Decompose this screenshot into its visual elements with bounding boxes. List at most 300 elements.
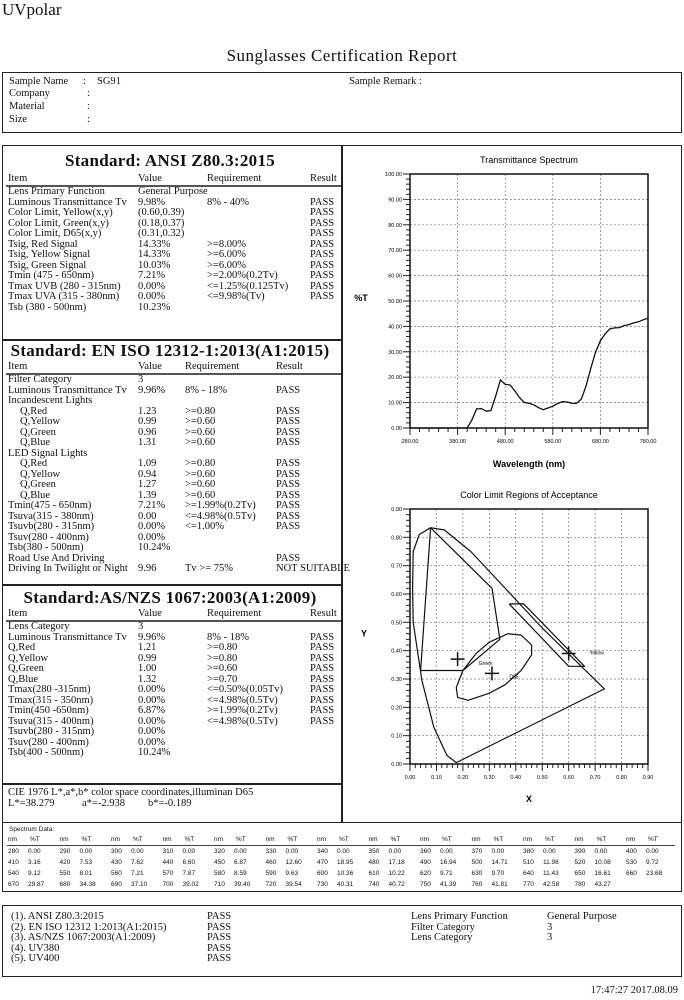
t-cell: 9.71	[440, 870, 453, 877]
row-requirement: >=0.80	[207, 652, 238, 664]
x-axis-label: Wavelength (nm)	[492, 459, 566, 469]
row-result: PASS	[310, 280, 335, 292]
row-result: PASS	[310, 228, 335, 239]
row-requirement: 8% - 18%	[185, 384, 227, 396]
nm-header: nm	[59, 836, 69, 843]
row-value: 6.87%	[138, 705, 166, 716]
row-value: 1.23	[138, 405, 157, 417]
nm-cell: 360	[420, 848, 431, 855]
row-result: PASS	[310, 631, 335, 643]
row-requirement: >=6.00%	[207, 249, 246, 260]
row-result: PASS	[276, 489, 301, 501]
t-cell: 0.00	[79, 848, 93, 855]
row-item: Tsuva(315 - 380nm)	[8, 510, 94, 522]
row-result: NOT SUITABLE	[276, 563, 350, 574]
row-value: 1.09	[138, 458, 157, 469]
t-cell: 0.00	[440, 848, 453, 855]
table-rule	[7, 845, 675, 846]
y-tick-label: 0.00	[391, 426, 402, 432]
y-tick-label: 90.00	[388, 197, 402, 204]
nm-header: nm	[162, 836, 172, 843]
t-cell: 40.72	[388, 881, 405, 888]
row-requirement: <=1.25%(0.125Tv)	[207, 280, 289, 292]
spectrum-data-point	[448, 428, 449, 429]
column-header-item: Item	[8, 608, 28, 619]
nm-cell: 710	[214, 881, 225, 888]
spectrum-data-point	[452, 428, 453, 429]
spectrum-data-point	[543, 409, 544, 410]
row-item: Tmax(280 -315nm)	[8, 684, 91, 695]
column-header-item: Item	[8, 173, 28, 184]
spectrum-data-point	[633, 322, 634, 323]
y-tick-label: 80.00	[388, 222, 402, 229]
y-tick-label: 40.00	[388, 324, 402, 331]
spectrum-data-point	[567, 402, 568, 403]
row-requirement: <=4.98%(0.5Tv)	[185, 510, 256, 522]
row-item: Tsig, Green Signal	[8, 259, 87, 271]
nm-header: nm	[111, 836, 121, 843]
spectrum-data-point	[609, 328, 610, 329]
x-tick-label: 680.00	[591, 439, 609, 445]
row-result: PASS	[310, 684, 335, 695]
row-value: 3	[138, 621, 144, 632]
nm-cell: 740	[368, 881, 380, 888]
nm-header: nm	[574, 836, 584, 843]
row-item: Lens Primary Function	[8, 186, 105, 197]
spectrum-data-point	[529, 403, 530, 404]
row-requirement: >=0.60	[185, 468, 216, 480]
row-result: PASS	[276, 458, 301, 469]
nm-cell: 480	[368, 859, 380, 866]
nm-cell: 350	[368, 848, 380, 855]
t-cell: 11.98	[543, 859, 559, 866]
row-value: 9.96%	[138, 384, 166, 396]
row-requirement: >=0.70	[207, 673, 238, 685]
row-value: 7.21%	[138, 500, 166, 511]
y-tick-label: 0.80	[391, 535, 402, 542]
spectrum-data-point	[533, 404, 534, 405]
row-item: Tmin(450 -650nm)	[8, 705, 89, 716]
summary-result: PASS	[207, 921, 232, 933]
spectrum-data-point	[414, 428, 415, 429]
row-result: PASS	[310, 705, 335, 716]
nm-cell: 290	[59, 848, 71, 855]
spectrum-data-point	[619, 327, 620, 328]
t-cell: 11.43	[543, 870, 559, 877]
row-requirement: >=1.99%(0.2Tv)	[185, 500, 256, 511]
nm-cell: 640	[523, 870, 534, 877]
spectrum-data-point	[562, 401, 563, 402]
row-result: PASS	[276, 384, 301, 396]
nm-cell: 380	[523, 848, 534, 855]
row-item: Q,Red	[20, 405, 48, 417]
row-item: Tsuvb(280 - 315nm)	[8, 726, 95, 737]
nm-header: nm	[317, 836, 327, 843]
y-tick-label: 0.30	[391, 677, 402, 683]
spectrum-data-point	[552, 406, 553, 407]
spectrum-data-point	[586, 385, 587, 386]
nm-cell: 490	[420, 859, 431, 866]
nm-cell: 690	[111, 881, 122, 888]
nm-cell: 670	[8, 881, 19, 888]
row-requirement: >=0.60	[185, 426, 216, 438]
t-cell: 0.00	[182, 848, 196, 855]
row-item: Tmax(315 - 350nm)	[8, 694, 94, 706]
t-header: %T	[648, 836, 658, 843]
t-cell: 16.61	[594, 870, 611, 877]
section-divider	[2, 783, 342, 785]
row-value: 0.00%	[138, 726, 166, 737]
chart-title: Color Limit Regions of Acceptance	[460, 490, 598, 500]
nm-cell: 510	[523, 859, 534, 866]
row-result: PASS	[276, 416, 301, 427]
row-item: Tsuv(280 - 400nm)	[8, 736, 89, 748]
row-item: Driving In Twilight or Night	[8, 563, 128, 574]
spectrum-data-point	[462, 428, 463, 429]
row-result: PASS	[310, 217, 335, 229]
sample-name-value: SG91	[97, 76, 121, 87]
spectrum-data-point	[624, 325, 625, 326]
cie-b-value: b*=-0.189	[148, 798, 192, 809]
nm-header: nm	[420, 836, 430, 843]
colon: :	[83, 76, 86, 87]
row-value: 1.31	[138, 437, 157, 448]
row-requirement: >=8.00%	[207, 238, 246, 250]
row-result: PASS	[276, 500, 301, 511]
row-result: PASS	[310, 259, 335, 271]
row-value: 0.99	[138, 416, 157, 427]
row-item: LED Signal Lights	[8, 447, 88, 459]
row-requirement: >=0.60	[207, 663, 238, 674]
row-result: PASS	[310, 652, 335, 664]
spectrum-data-point	[490, 410, 491, 411]
row-value: 0.00	[138, 510, 157, 522]
t-header: %T	[81, 836, 92, 843]
x-tick-label: 0.70	[589, 775, 601, 781]
row-result: PASS	[310, 694, 335, 706]
row-value: 1.21	[138, 642, 157, 653]
spectrum-data-point	[486, 411, 487, 412]
summary-prop-label: Lens Primary Function	[411, 911, 508, 922]
row-value: 0.00%	[138, 694, 166, 706]
brand-logo: UVpolar	[2, 0, 62, 19]
standard-title: Standard:AS/NZS 1067:2003(A1:2009)	[23, 588, 317, 607]
t-cell: 0.00	[646, 848, 659, 855]
cie-l-value: L*=38.279	[8, 798, 55, 809]
y-tick-label: 0.50	[391, 620, 402, 627]
column-header-requirement: Requirement	[207, 608, 262, 619]
spectrum-data-point	[467, 428, 468, 429]
y-tick-label: 30.00	[388, 349, 402, 356]
t-cell: 10.08	[594, 859, 611, 866]
row-requirement: <=1.00%	[185, 521, 224, 532]
row-item: Q,Yellow	[20, 416, 61, 427]
x-tick-label: 0.60	[563, 775, 575, 781]
row-result: PASS	[310, 673, 335, 685]
t-header: %T	[390, 836, 401, 843]
column-header-requirement: Requirement	[207, 173, 262, 184]
row-value: (0.60,0.39)	[138, 207, 185, 218]
y-axis-label: %T	[354, 293, 368, 303]
row-requirement: Tv >= 75%	[185, 563, 234, 574]
y-tick-label: 20.00	[388, 375, 402, 382]
row-requirement: >=2.00%(0.2Tv)	[207, 270, 278, 281]
spectrum-data-point	[505, 384, 506, 385]
t-cell: 0.00	[543, 848, 556, 855]
t-cell: 0.00	[594, 848, 608, 855]
row-result: PASS	[310, 270, 335, 281]
column-header-value: Value	[138, 361, 162, 372]
row-result: PASS	[276, 468, 301, 480]
row-item: Incandescent Lights	[8, 395, 93, 406]
summary-prop-value: 3	[547, 921, 553, 933]
column-header-result: Result	[310, 608, 337, 619]
transmittance-spectrum-chart	[342, 145, 682, 480]
nm-cell: 520	[574, 859, 586, 866]
y-tick-label: 0.10	[391, 733, 402, 740]
row-item: Color Limit, Green(x,y)	[8, 217, 109, 229]
nm-cell: 280	[8, 848, 19, 855]
nm-cell: 320	[214, 848, 225, 855]
sample-remark-label: Sample Remark :	[349, 76, 422, 87]
row-result: PASS	[276, 426, 301, 438]
row-item: Tsb(400 - 500nm)	[8, 747, 84, 758]
nm-cell: 560	[111, 870, 122, 877]
row-requirement: >=0.80	[185, 458, 216, 469]
row-value: 14.33%	[138, 249, 171, 260]
row-item: Luminous Transmittance Tv	[8, 631, 127, 643]
summary-standard: (1). ANSI Z80.3:2015	[11, 911, 104, 922]
row-result: PASS	[310, 207, 335, 218]
row-value: 0.00%	[138, 715, 166, 727]
row-value: 0.94	[138, 468, 157, 480]
spectrum-data-point	[595, 352, 596, 353]
material-label: Material	[9, 101, 45, 112]
plot-frame	[410, 509, 648, 764]
row-result: PASS	[310, 715, 335, 727]
t-cell: 40.31	[337, 881, 354, 888]
t-header: %T	[596, 836, 607, 843]
nm-cell: 300	[111, 848, 122, 855]
summary-prop-value: General Purpose	[547, 911, 617, 922]
row-item: Tsig, Yellow Signal	[8, 249, 91, 260]
nm-cell: 580	[214, 870, 225, 877]
spectrum-series-line	[410, 318, 648, 428]
row-result: PASS	[276, 510, 301, 522]
color-limit-chart	[342, 480, 682, 822]
nm-cell: 660	[626, 870, 637, 877]
spectrum-data-point	[419, 428, 420, 429]
summary-standard: (2). EN ISO 12312 1:2013(A1:2015)	[11, 921, 167, 933]
row-requirement: >=0.80	[207, 642, 238, 653]
row-value: 10.23%	[138, 301, 171, 313]
section-divider	[2, 584, 342, 586]
nm-cell: 550	[59, 870, 71, 877]
t-cell: 34.38	[79, 881, 96, 888]
x-tick-label: 0.80	[616, 775, 627, 781]
spectral-locus	[413, 528, 605, 763]
summary-prop-value: 3	[547, 932, 553, 943]
nm-cell: 430	[111, 859, 122, 866]
row-item: Q,Blue	[20, 437, 51, 448]
row-result: PASS	[276, 552, 301, 564]
row-requirement: 8% - 18%	[207, 631, 249, 643]
nm-header: nm	[368, 836, 378, 843]
row-item: Tsig, Red Signal	[8, 238, 78, 250]
t-cell: 37.10	[131, 881, 148, 888]
row-value: 7.21%	[138, 270, 166, 281]
sample-name-label: Sample Name	[9, 76, 69, 87]
t-cell: 0.00	[337, 848, 350, 855]
spectrum-data-point	[519, 397, 520, 398]
x-tick-label: 0.90	[642, 775, 654, 781]
t-header: %T	[133, 836, 143, 843]
row-item: Q,Yellow	[8, 652, 49, 664]
spectrum-data-point	[581, 398, 582, 399]
row-value: 14.33%	[138, 238, 171, 250]
row-item: Q,Green	[20, 426, 56, 438]
column-header-value: Value	[138, 173, 162, 184]
row-result: PASS	[276, 437, 301, 448]
t-cell: 12.60	[285, 859, 302, 866]
row-value: (0.18,0.37)	[138, 217, 185, 229]
spectrum-data-point	[500, 379, 501, 380]
nm-header: nm	[8, 836, 18, 843]
row-item: Tmax UVA (315 - 380nm)	[8, 291, 120, 302]
t-header: %T	[287, 836, 298, 843]
row-value: (0.31,0.32)	[138, 228, 185, 239]
row-item: Q,Red	[8, 642, 36, 653]
marker-label: Green	[478, 661, 493, 668]
summary-result: PASS	[207, 942, 232, 954]
cie-description: CIE 1976 L*,a*,b* color space coordinates,illuminan D65	[8, 787, 254, 798]
row-requirement: >=0.60	[185, 437, 216, 448]
nm-cell: 400	[626, 848, 637, 855]
nm-cell: 570	[162, 870, 174, 877]
nm-cell: 420	[59, 859, 71, 866]
t-cell: 10.36	[337, 870, 354, 877]
spectrum-data-point	[433, 428, 434, 429]
t-cell: 7.62	[131, 859, 144, 866]
row-item: Tsb (380 - 500nm)	[8, 301, 87, 313]
row-result: PASS	[310, 642, 335, 653]
nm-header: nm	[471, 836, 481, 843]
t-cell: 41.39	[440, 881, 457, 888]
row-item: Color Limit, D65(x,y)	[8, 228, 102, 239]
spectrum-data-point	[424, 428, 425, 429]
t-cell: 39.54	[285, 881, 302, 888]
t-header: %T	[30, 836, 40, 843]
summary-result: PASS	[207, 953, 232, 964]
y-tick-label: 0.70	[391, 563, 402, 570]
nm-cell: 330	[265, 848, 277, 855]
t-cell: 8.59	[234, 870, 247, 877]
row-result: PASS	[276, 521, 301, 532]
spectrum-data-point	[471, 419, 472, 420]
t-cell: 9.70	[491, 870, 505, 877]
x-tick-label: 780.00	[639, 439, 657, 445]
row-requirement: >=6.00%	[207, 259, 246, 271]
green-region	[421, 528, 500, 671]
y-tick-label: 60.00	[388, 273, 402, 280]
x-tick-label: 0.30	[483, 775, 495, 781]
row-item: Tsuva(315 - 400nm)	[8, 715, 94, 727]
t-cell: 0.00	[388, 848, 402, 855]
row-value: 1.39	[138, 489, 157, 501]
y-tick-label: 100.00	[385, 172, 402, 178]
spectrum-data-point	[514, 390, 515, 391]
t-cell: 0.00	[28, 848, 41, 855]
x-tick-label: 480.00	[496, 439, 514, 445]
row-value: 1.27	[138, 479, 157, 490]
nm-cell: 450	[214, 859, 225, 866]
nm-cell: 630	[471, 870, 483, 877]
row-value: 1.32	[138, 673, 157, 685]
nm-cell: 470	[317, 859, 328, 866]
spectrum-data-point	[524, 402, 525, 403]
spectrum-data-point	[438, 428, 439, 429]
row-result: PASS	[276, 479, 301, 490]
nm-cell: 750	[420, 881, 431, 888]
row-item: Tsuv(280 - 400nm)	[8, 531, 89, 543]
row-value: 0.00%	[138, 684, 166, 695]
spectrum-data-point	[605, 333, 606, 334]
row-value: 0.00%	[138, 531, 166, 543]
nm-cell: 460	[265, 859, 277, 866]
row-value: 0.00%	[138, 291, 166, 302]
nm-cell: 730	[317, 881, 328, 888]
x-tick-label: 580.00	[544, 439, 562, 445]
y-tick-label: 70.00	[388, 248, 402, 255]
nm-cell: 410	[8, 859, 19, 866]
row-requirement: >=0.60	[185, 489, 216, 501]
t-cell: 23.68	[646, 870, 663, 877]
t-cell: 17.18	[388, 859, 405, 866]
nm-cell: 310	[162, 848, 174, 855]
nm-cell: 600	[317, 870, 328, 877]
t-cell: 18.95	[337, 859, 354, 866]
row-item: Tmax UVB (280 - 315nm)	[8, 280, 121, 292]
column-header-requirement: Requirement	[185, 361, 240, 372]
summary-result: PASS	[207, 911, 232, 922]
spectrum-data-point	[410, 428, 411, 429]
spectrum-data-point	[481, 408, 482, 409]
spectrum-data-point	[457, 428, 458, 429]
y-tick-label: 0.00	[391, 762, 402, 768]
spectrum-data-point	[538, 407, 539, 408]
y-tick-label: 0.40	[391, 648, 402, 655]
row-requirement: <=9.98%(Tv)	[207, 291, 265, 302]
t-cell: 16.94	[440, 859, 457, 866]
spectrum-data-box	[2, 822, 682, 892]
spectrum-data-point	[648, 318, 649, 319]
t-cell: 41.81	[491, 881, 508, 888]
summary-standard: (3). AS/NZS 1067:2003(A1:2009)	[11, 932, 156, 943]
row-value: 10.24%	[138, 747, 171, 758]
nm-cell: 540	[8, 870, 19, 877]
row-value: 9.98%	[138, 196, 166, 208]
t-cell: 43.27	[594, 881, 611, 888]
row-item: Q,Yellow	[20, 468, 61, 480]
row-requirement: >=0.60	[185, 479, 216, 490]
t-cell: 6.87	[234, 859, 247, 866]
x-tick-label: 0.10	[431, 775, 442, 781]
summary-prop-label: Lens Category	[411, 932, 473, 943]
row-requirement: <=0.50%(0.05Tv)	[207, 684, 283, 695]
t-cell: 39.02	[182, 881, 199, 888]
row-requirement: >=0.80	[185, 405, 216, 417]
x-tick-label: 280.00	[401, 439, 419, 445]
